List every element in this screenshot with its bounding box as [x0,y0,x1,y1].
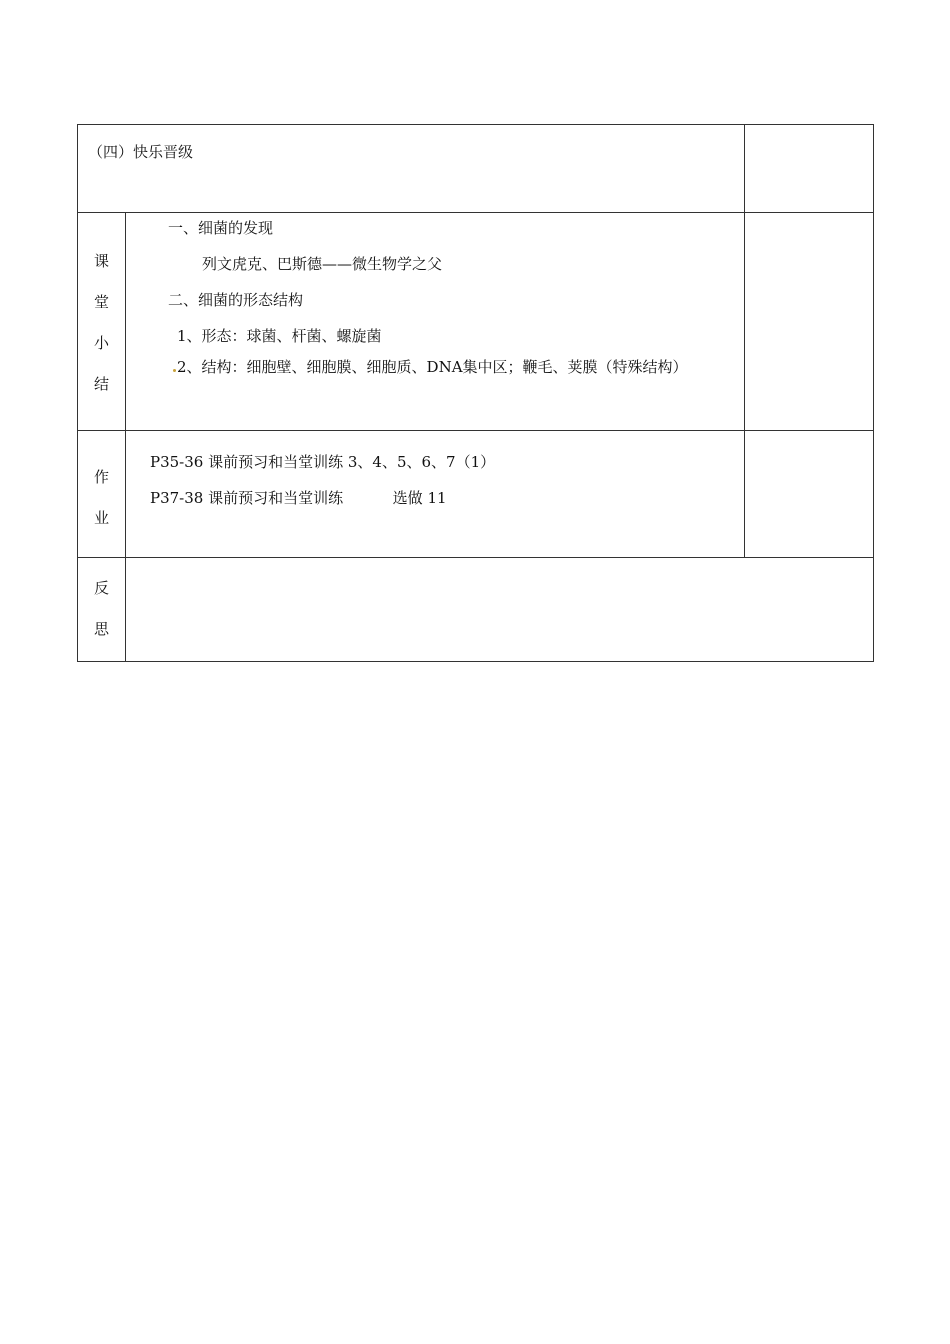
row-homework [78,431,874,558]
summary-discovery-detail: 列文虎克、巴斯德——微生物学之父 [202,255,443,273]
section-four-cell [78,125,745,213]
summary-label [78,241,125,405]
summary-label-cell [78,213,126,431]
homework-line-2-main: P37-38 课前预习和当堂训练 [150,489,344,507]
homework-line-2-extra: 选做 11 [392,489,447,507]
summary-shape-line: 1、形态：球菌、杆菌、螺旋菌 [177,327,382,345]
summary-content-cell [126,213,745,431]
summary-label-char-4: 结 [93,375,109,393]
section-four-heading: （四）快乐晋级 [88,143,194,161]
homework-line-2 [150,487,447,508]
summary-label-char-3: 小 [93,334,109,352]
homework-content-cell [126,431,745,558]
row-reflection [78,558,874,662]
summary-heading-structure: 二、细菌的形态结构 [168,291,304,309]
bullet-dot-icon [173,369,176,372]
lesson-plan-table [77,124,874,662]
reflection-label-cell [78,558,126,662]
homework-label [78,457,125,539]
homework-label-char-2: 业 [93,509,109,527]
side-notes-cell-2 [745,213,874,431]
homework-label-char-1: 作 [93,468,109,486]
row-summary [78,213,874,431]
summary-heading-discovery: 一、细菌的发现 [168,219,274,237]
row-section-four [78,125,874,213]
summary-label-char-1: 课 [93,252,109,270]
summary-structure-line: 2、结构：细胞壁、细胞膜、细胞质、DNA集中区；鞭毛、荚膜（特殊结构） [177,358,688,376]
reflection-label [78,568,125,650]
side-notes-cell-1 [745,125,874,213]
summary-structure-line-wrap [177,356,688,377]
reflection-label-char-2: 思 [93,620,109,638]
homework-label-cell [78,431,126,558]
reflection-content-cell [126,558,874,662]
reflection-label-char-1: 反 [93,579,109,597]
homework-line-1: P35-36 课前预习和当堂训练 3、4、5、6、7（1） [150,453,496,471]
side-notes-cell-3 [745,431,874,558]
summary-label-char-2: 堂 [93,293,109,311]
